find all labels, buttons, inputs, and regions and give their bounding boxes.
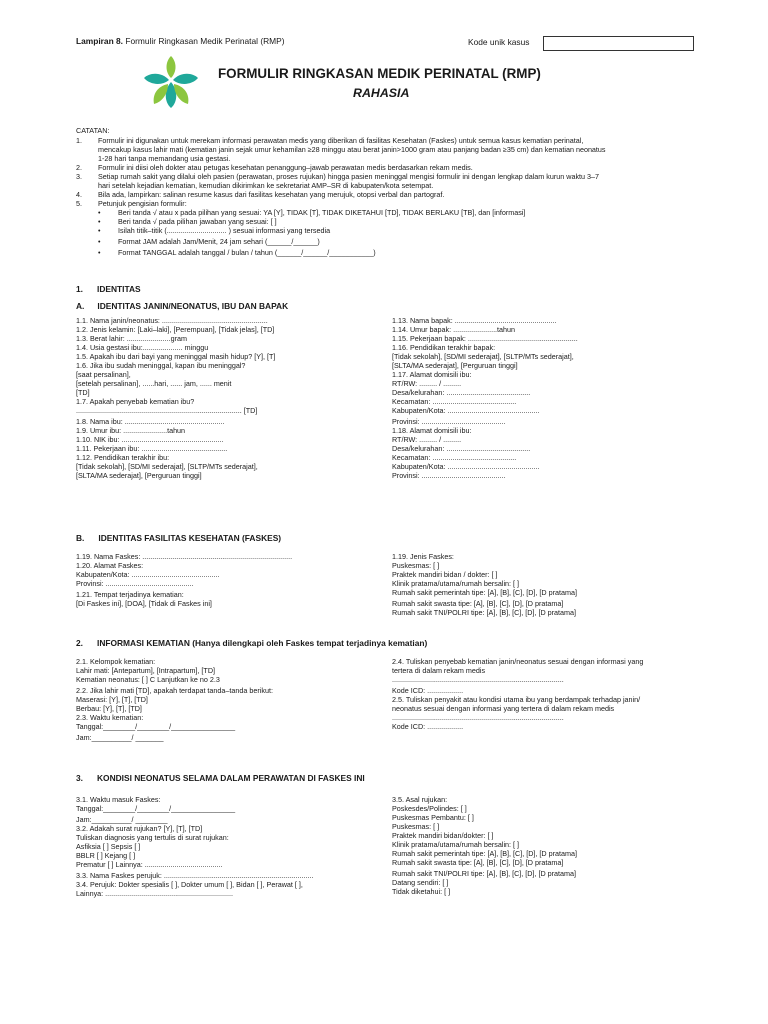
kode-unik-label: Kode unik kasus bbox=[468, 37, 530, 47]
petunjuk-bullet: • Isilah titik–titik (.............................. ) sesuai informasi yang tersedia bbox=[98, 226, 331, 235]
section-b-heading: B. IDENTITAS FASILITAS KESEHATAN (FASKES) bbox=[76, 533, 282, 543]
field-row[interactable]: Tuliskan diagnosis yang tertulis di surat rujukan: bbox=[76, 833, 229, 842]
field-row[interactable]: 1.19. Jenis Faskes: bbox=[392, 552, 454, 561]
petunjuk-bullet: • Beri tanda √ pada pilihan jawaban yang sesuai: [ ] bbox=[98, 217, 277, 226]
field-row[interactable]: Prematur [ ] Lainnya: ....................................... bbox=[76, 860, 223, 869]
field-row[interactable]: Kabupaten/Kota: .............................................. bbox=[392, 406, 540, 415]
field-row[interactable]: Maserasi: [Y], [T], [TD] bbox=[76, 695, 148, 704]
section-a-left bbox=[76, 316, 386, 480]
field-row[interactable]: Tidak diketahui: [ ] bbox=[392, 887, 451, 896]
catatan-item: 2. Formulir ini diisi oleh dokter atau petugas kesehatan penanggung–jawab perawatan medis berdasarkan rekam medis. bbox=[76, 163, 473, 172]
field-row[interactable]: BBLR [ ] Kejang [ ] bbox=[76, 851, 136, 860]
section-a-heading: A. IDENTITAS JANIN/NEONATUS, IBU DAN BAPAK bbox=[76, 301, 289, 311]
field-row[interactable]: Datang sendiri: [ ] bbox=[392, 878, 449, 887]
field-row[interactable]: [TD] bbox=[76, 388, 90, 397]
field-row[interactable]: Provinsi: ............................................ bbox=[76, 579, 194, 588]
field-row[interactable]: Desa/kelurahan: .......................................... bbox=[392, 444, 531, 453]
field-row[interactable]: [saat persalinan], bbox=[76, 370, 131, 379]
catatan-list bbox=[76, 136, 716, 257]
field-row[interactable]: [Tidak sekolah], [SD/MI sederajat], [SLTP/MTs sederajat], bbox=[392, 352, 574, 361]
field-row[interactable]: 1.2. Jenis kelamin: [Laki–laki], [Perempuan], [Tidak jelas], [TD] bbox=[76, 325, 275, 334]
section-b-left bbox=[76, 552, 386, 608]
catatan-item-cont: hari setelah kejadian kematian, kemudian dikirimkan ke sekretariat AMP–SR di kabupaten/kota setempat. bbox=[98, 181, 434, 190]
field-row[interactable]: Kematian neonatus: [ ] C Lanjutkan ke no 2.3 bbox=[76, 675, 220, 684]
field-row[interactable]: Tanggal:________/________/________________ bbox=[76, 722, 236, 731]
field-row[interactable]: tertera di dalam rekam medis bbox=[392, 666, 486, 675]
field-row[interactable]: 1.10. NIK ibu: ................................................... bbox=[76, 435, 224, 444]
field-row[interactable]: RT/RW: ......... / ......... bbox=[392, 435, 462, 444]
catatan-item: 3. Setiap rumah sakit yang dilalui oleh pasien (perawatan, proses rujukan) hingga pasien meninggal mengisi formulir ini dengan lengkap dalam kurun waktu 3–7 bbox=[76, 172, 600, 181]
field-row[interactable]: 2.1. Kelompok kematian: bbox=[76, 657, 156, 666]
field-row[interactable]: Praktek mandiri bidan / dokter: [ ] bbox=[392, 570, 498, 579]
field-row[interactable]: Rumah sakit TNI/POLRI tipe: [A], [B], [C], [D], [D pratama] bbox=[392, 608, 577, 617]
field-row[interactable]: 1.3. Berat lahir: ......................gram bbox=[76, 334, 188, 343]
field-row[interactable]: Puskesmas: [ ] bbox=[392, 561, 440, 570]
field-row[interactable]: 1.13. Nama bapak: ................................................... bbox=[392, 316, 557, 325]
lampiran-label bbox=[76, 37, 285, 46]
field-row[interactable]: 1.11. Pekerjaan ibu: ........................................... bbox=[76, 444, 228, 453]
field-row[interactable]: 3.2. Adakah surat rujukan? [Y], [T], [TD] bbox=[76, 824, 203, 833]
field-row[interactable]: Kabupaten/Kota: .............................................. bbox=[392, 462, 540, 471]
field-row[interactable]: Asfiksia [ ] Sepsis [ ] bbox=[76, 842, 141, 851]
field-row[interactable]: 3.5. Asal rujukan: bbox=[392, 795, 448, 804]
field-row[interactable]: 2.5. Tuliskan penyakit atau kondisi utama ibu yang berdampak terhadap janin/ bbox=[392, 695, 641, 704]
section-3-heading: 3. KONDISI NEONATUS SELAMA DALAM PERAWATAN DI FASKES INI bbox=[76, 773, 365, 783]
field-row[interactable]: ...................................................................................... bbox=[392, 713, 564, 722]
section-1-heading: 1. IDENTITAS bbox=[76, 284, 141, 294]
petunjuk-bullet: • Format JAM adalah Jam/Menit, 24 jam sehari (______/______) bbox=[98, 237, 320, 246]
form-title: FORMULIR RINGKASAN MEDIK PERINATAL (RMP) bbox=[218, 66, 541, 81]
field-row[interactable]: 1.4. Usia gestasi ibu:.................... minggu bbox=[76, 343, 209, 352]
field-row[interactable]: Kecamatan: .......................................... bbox=[392, 397, 517, 406]
field-row[interactable]: Puskesmas Pembantu: [ ] bbox=[392, 813, 474, 822]
field-row[interactable]: Rumah sakit pemerintah tipe: [A], [B], [C], [D], [D pratama] bbox=[392, 849, 577, 858]
field-row[interactable]: ................................................................................... [TD] bbox=[76, 406, 258, 415]
catatan-item-cont: 1-28 hari tanpa memandang usia gestasi. bbox=[98, 154, 231, 163]
catatan-label: CATATAN: bbox=[76, 126, 110, 135]
field-row[interactable]: 2.2. Jika lahir mati [TD], apakah terdapat tanda–tanda berikut: bbox=[76, 686, 273, 695]
field-row[interactable]: 1.7. Apakah penyebab kematian ibu? bbox=[76, 397, 195, 406]
field-row[interactable]: [setelah persalinan], ......hari, ...... jam, ...... menit bbox=[76, 379, 232, 388]
field-row[interactable]: 1.21. Tempat terjadinya kematian: bbox=[76, 590, 184, 599]
section-3-left bbox=[76, 795, 386, 898]
section-3-right bbox=[392, 795, 722, 896]
field-row[interactable]: 1.16. Pendidikan terakhir bapak: bbox=[392, 343, 496, 352]
field-row[interactable]: 1.15. Pekerjaan bapak: ....................................................... bbox=[392, 334, 578, 343]
catatan-item-cont: mencakup kasus lahir mati (kematian janin sejak umur kehamilan ≥28 minggu atau berat janin>1000 gram atau panjang badan ≥35 cm) dan kematian neonatus bbox=[98, 145, 606, 154]
field-row[interactable]: 2.4. Tuliskan penyebab kematian janin/neonatus sesuai dengan informasi yang bbox=[392, 657, 644, 666]
field-row[interactable]: [SLTA/MA sederajat], [Perguruan tinggi] bbox=[76, 471, 202, 480]
petunjuk-bullet: • Beri tanda √ atau x pada pilihan yang sesuai: YA [Y], TIDAK [T], TIDAK DIKETAHUI [TD], TIDAK BERLAKU [TB], dan [informasi] bbox=[98, 208, 526, 217]
field-row[interactable]: Kode ICD: .................. bbox=[392, 722, 464, 731]
form-subtitle: RAHASIA bbox=[353, 86, 410, 100]
field-row[interactable]: Provinsi: .......................................... bbox=[392, 471, 506, 480]
field-row[interactable]: Kabupaten/Kota: ............................................ bbox=[76, 570, 220, 579]
field-row[interactable]: Klinik pratama/utama/rumah bersalin: [ ] bbox=[392, 579, 520, 588]
field-row[interactable]: 1.9. Umur ibu: ......................tahun bbox=[76, 426, 186, 435]
kemenkes-logo-icon bbox=[140, 52, 202, 112]
field-row[interactable]: 1.12. Pendidikan terakhir ibu: bbox=[76, 453, 170, 462]
section-a-right bbox=[392, 316, 702, 480]
field-row[interactable]: 1.8. Nama ibu: .................................................. bbox=[76, 417, 225, 426]
catatan-item: 1. Formulir ini digunakan untuk merekam informasi perawatan medis yang diberikan di fasilitas Kesehatan (Faskes) untuk semua kasus kematian perinatal, bbox=[76, 136, 584, 145]
field-row[interactable]: Poskesdes/Polindes: [ ] bbox=[392, 804, 467, 813]
field-row[interactable]: 1.19. Nama Faskes: ........................................................................... bbox=[76, 552, 293, 561]
field-row[interactable]: Rumah sakit swasta tipe: [A], [B], [C], [D], [D pratama] bbox=[392, 599, 564, 608]
field-row[interactable]: Desa/kelurahan: .......................................... bbox=[392, 388, 531, 397]
field-row[interactable]: 1.18. Alamat domisili ibu: bbox=[392, 426, 472, 435]
field-row[interactable]: Lahir mati: [Antepartum], [Intrapartum], [TD] bbox=[76, 666, 216, 675]
field-row[interactable]: 2.3. Waktu kematian: bbox=[76, 713, 144, 722]
field-row[interactable]: 1.1. Nama janin/neonatus: ..................................................... bbox=[76, 316, 268, 325]
field-row[interactable]: 3.3. Nama Faskes perujuk: ........................................................................... bbox=[76, 871, 314, 880]
field-row[interactable]: 1.6. Jika ibu sudah meninggal, kapan ibu meninggal? bbox=[76, 361, 246, 370]
field-row[interactable]: 1.17. Alamat domisili ibu: bbox=[392, 370, 472, 379]
field-row[interactable]: Lainnya: ................................................................ bbox=[76, 889, 233, 898]
field-row[interactable]: Puskesmas: [ ] bbox=[392, 822, 440, 831]
section-2-left bbox=[76, 657, 386, 742]
field-row[interactable]: Jam:__________/ _______ bbox=[76, 733, 164, 742]
field-row[interactable]: Rumah sakit swasta tipe: [A], [B], [C], [D], [D pratama] bbox=[392, 858, 564, 867]
field-row[interactable]: neonatus sesuai dengan informasi yang tertera di dalam rekam medis bbox=[392, 704, 615, 713]
petunjuk-bullet: • Format TANGGAL adalah tanggal / bulan / tahun (______/______/___________) bbox=[98, 248, 376, 257]
field-row[interactable]: Berbau: [Y], [T], [TD] bbox=[76, 704, 142, 713]
field-row[interactable]: Klinik pratama/utama/rumah bersalin: [ ] bbox=[392, 840, 520, 849]
field-row[interactable]: Rumah sakit pemerintah tipe: [A], [B], [C], [D], [D pratama] bbox=[392, 588, 577, 597]
field-row[interactable]: 3.1. Waktu masuk Faskes: bbox=[76, 795, 161, 804]
field-row[interactable]: [SLTA/MA sederajat], [Perguruan tinggi] bbox=[392, 361, 518, 370]
field-row[interactable]: Jam:__________/ ________ bbox=[76, 815, 168, 824]
catatan-item: 4. Bila ada, lampirkan: salinan resume kasus dari fasilitas kesehatan yang merujuk, otopsi verbal dan partograf. bbox=[76, 190, 445, 199]
field-row[interactable]: ...................................................................................... bbox=[392, 675, 564, 684]
catatan-item: 5. Petunjuk pengisian formulir: bbox=[76, 199, 187, 208]
lampiran-title: Formulir Ringkasan Medik Perinatal (RMP) bbox=[125, 36, 285, 46]
field-row[interactable]: Provinsi: .......................................... bbox=[392, 417, 506, 426]
field-row[interactable]: 1.20. Alamat Faskes: bbox=[76, 561, 144, 570]
field-row[interactable]: Tanggal:________/________/________________ bbox=[76, 804, 236, 813]
field-row[interactable]: Kecamatan: .......................................... bbox=[392, 453, 517, 462]
field-row[interactable]: RT/RW: ......... / ......... bbox=[392, 379, 462, 388]
field-row[interactable]: Rumah sakit TNI/POLRI tipe: [A], [B], [C], [D], [D pratama] bbox=[392, 869, 577, 878]
field-row[interactable]: Praktek mandiri bidan/dokter: [ ] bbox=[392, 831, 494, 840]
field-row[interactable]: [Di Faskes ini], [DOA], [Tidak di Faskes ini] bbox=[76, 599, 212, 608]
section-2-right bbox=[392, 657, 722, 731]
field-row[interactable]: 1.5. Apakah ibu dari bayi yang meninggal masih hidup? [Y], [T] bbox=[76, 352, 276, 361]
section-2-heading: 2. INFORMASI KEMATIAN (Hanya dilengkapi oleh Faskes tempat terjadinya kematian) bbox=[76, 638, 428, 648]
kode-unik-input[interactable] bbox=[543, 36, 694, 51]
field-row[interactable]: Kode ICD: .................. bbox=[392, 686, 464, 695]
section-b-right bbox=[392, 552, 722, 617]
lampiran-number: Lampiran 8. bbox=[76, 36, 124, 46]
field-row[interactable]: [Tidak sekolah], [SD/MI sederajat], [SLTP/MTs sederajat], bbox=[76, 462, 258, 471]
field-row[interactable]: 3.4. Perujuk: Dokter spesialis [ ], Dokter umum [ ], Bidan [ ], Perawat [ ], bbox=[76, 880, 303, 889]
field-row[interactable]: 1.14. Umur bapak: ......................tahun bbox=[392, 325, 516, 334]
